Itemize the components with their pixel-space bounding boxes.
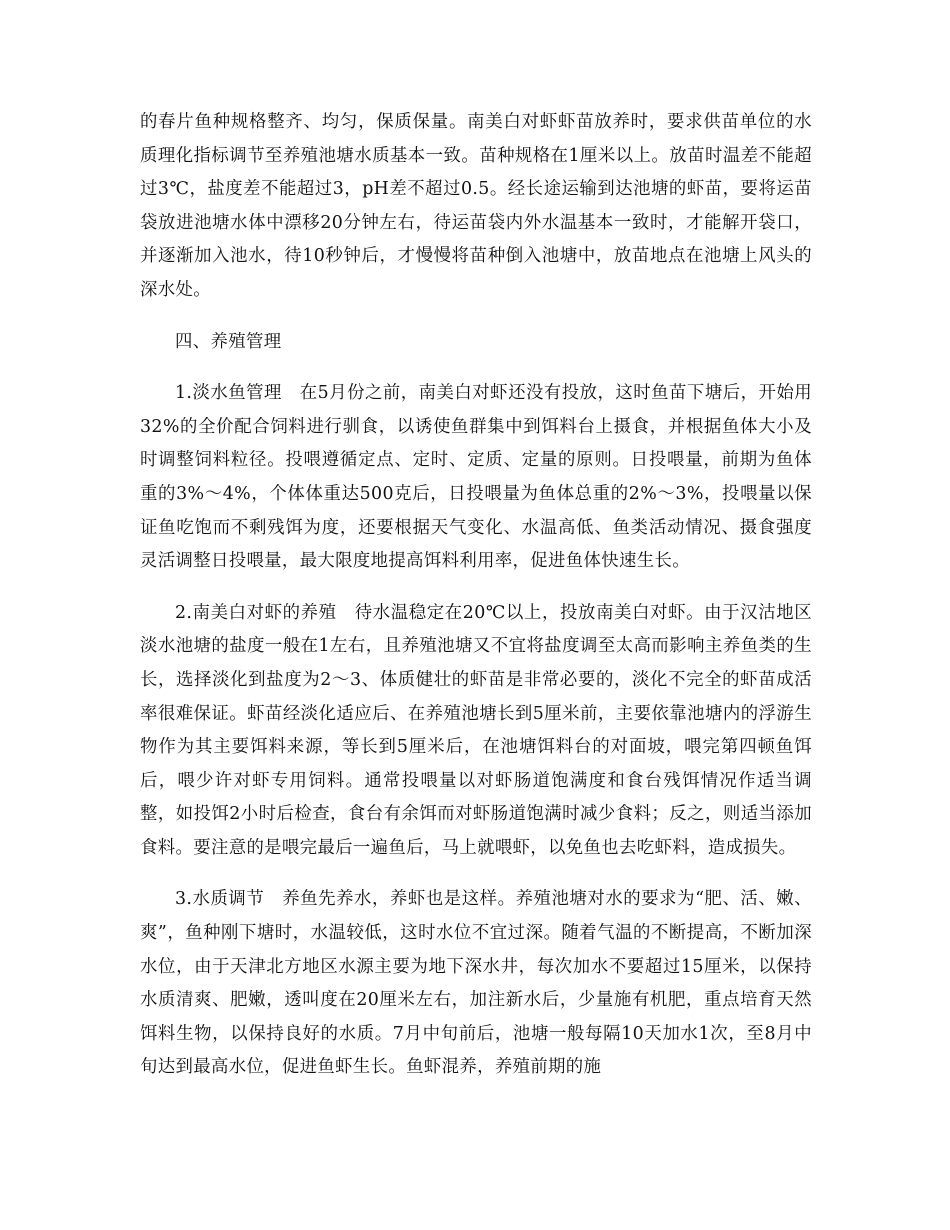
paragraph-water-quality: 3.水质调节 养鱼先养水，养虾也是这样。养殖池塘对水的要求为“肥、活、嫩、爽”，鱼种刚下塘时，水温较低，这时水位不宜过深。随着气温的不断提高，不断加深水位，由于天津北方地区水源主要为地下深水井，每次加水不要超过15厘米，以保持水质清爽、肥嫩，透叫度在20厘米左右，加注新水后，少量施有机肥，重点培育天然饵料生物，以保持良好的水质。7月中旬前后，池塘一般每隔10天加水1次，至8月中旬达到最高水位，促进鱼虾生长。鱼虾混养，养殖前期的施 — [140, 889, 812, 1078]
paragraph-shrimp-farming: 2.南美白对虾的养殖 待水温稳定在20℃以上，投放南美白对虾。由于汉沽地区淡水池塘的盐度一般在1左右，且养殖池塘又不宜将盐度调至太高而影响主养鱼类的生长，选择淡化到盐度为2～3、体质健壮的虾苗是非常必要的，淡化不完全的虾苗成活率很难保证。虾苗经淡化适应后、在养殖池塘长到5厘米前，主要依靠池塘内的浮游生物作为其主要饵料来源，等长到5厘米后，在池塘饵料台的对面坡，喂完第四顿鱼饵后，喂少许对虾专用饲料。通常投喂量以对虾肠道饱满度和食台残饵情况作适当调整，如投饵2小时后检查，食台有余饵而对虾肠道饱满时减少食料；反之，则适当添加食料。要注意的是喂完最后一遍鱼后，马上就喂虾，以免鱼也去吃虾料，造成损失。 — [140, 602, 812, 858]
document-page — [140, 106, 812, 1085]
paragraph-freshwater-fish-management: 1.淡水鱼管理 在5月份之前，南美白对虾还没有投放，这时鱼苗下塘后，开始用32%的全价配合饲料进行驯食，以诱使鱼群集中到饵料台上摄食，并根据鱼体大小及时调整饲料粒径。投喂遵循定点、定时、定质、定量的原则。日投喂量，前期为鱼体重的3%～4%，个体体重达500克后，日投喂量为鱼体总重的2%～3%，投喂量以保证鱼吃饱而不剩残饵为度，还要根据天气变化、水温高低、鱼类活动情况、摄食强度灵活调整日投喂量，最大限度地提高饵料利用率，促进鱼体快速生长。 — [140, 383, 812, 572]
paragraph-fry-stocking: 的春片鱼种规格整齐、均匀，保质保量。南美白对虾虾苗放养时，要求供苗单位的水质理化指标调节至养殖池塘水质基本一致。苗种规格在1厘米以上。放苗时温差不能超过3℃，盐度差不能超过3，pH差不超过0.5。经长途运输到达池塘的虾苗，要将运苗袋放进池塘水体中漂移20分钟左右，待运苗袋内外水温基本一致时，才能解开袋口，并逐渐加入池水，待10秒钟后，才慢慢将苗种倒入池塘中，放苗地点在池塘上风头的深水处。 — [140, 112, 812, 300]
section-heading-farming-management: 四、养殖管理 — [175, 331, 282, 352]
